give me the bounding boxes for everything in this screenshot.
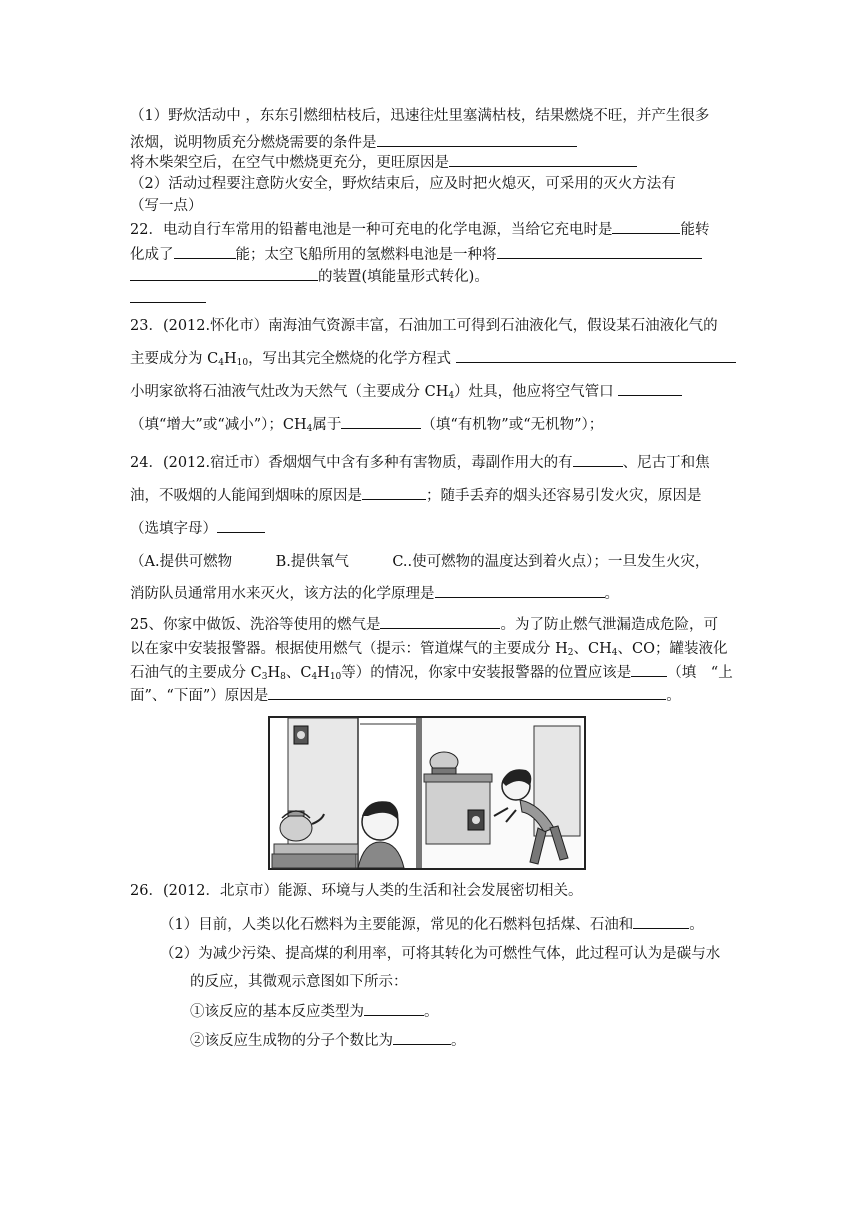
subscript: 10 <box>236 358 249 368</box>
answer-blank[interactable] <box>497 244 702 259</box>
gas-alarm-illustration <box>268 716 586 870</box>
answer-blank[interactable] <box>377 132 577 147</box>
q24-line-2 <box>130 485 702 506</box>
q22-line-1 <box>130 219 709 240</box>
answer-blank[interactable] <box>449 152 637 167</box>
q25-text-9: H <box>317 665 330 681</box>
answer-blank[interactable] <box>631 662 667 677</box>
q24-line-5 <box>130 583 619 604</box>
q26-line-3 <box>190 972 408 992</box>
q26-text-9: 。 <box>451 1033 466 1049</box>
q24-text-3: 油，不吸烟的人能闻到烟味的原因是 <box>130 488 362 504</box>
answer-blank[interactable] <box>130 288 206 303</box>
q24-text-8: 。 <box>604 586 619 602</box>
q26-text-8: ②该反应生成物的分子个数比为 <box>190 1033 393 1049</box>
q25-text-1: 25、你家中做饭、洗浴等使用的燃气是 <box>130 617 381 633</box>
subscript: 3 <box>261 672 268 682</box>
answer-blank[interactable] <box>362 485 426 500</box>
q22-text-4: 能；太空飞船所用的氢燃料电池是一种将 <box>235 247 497 263</box>
q26-text-2: （1）目前，人类以化石燃料为主要能源，常见的化石燃料包括煤、石油和 <box>160 917 634 933</box>
q25-text-7: H <box>267 665 281 681</box>
q23-line-3 <box>130 381 682 402</box>
q24-text-5: （选填字母） <box>130 521 217 537</box>
q26-line-5 <box>190 1030 466 1051</box>
subscript: 4 <box>218 358 224 368</box>
subscript: 2 <box>567 648 574 658</box>
q21-text-5: （写一点） <box>130 198 203 214</box>
q21-line-2 <box>130 132 577 153</box>
answer-blank[interactable] <box>217 518 265 533</box>
q22-text-3: 化成了 <box>130 247 174 263</box>
q25-text-10: 等）的情况，你家中安装报警器的位置应该是 <box>341 665 632 681</box>
q21-line-5 <box>130 196 203 216</box>
q21-line-1 <box>130 106 709 126</box>
q23-text-6: ）灶具，他应将空气管口 <box>454 384 614 400</box>
q25-line-1 <box>130 614 718 635</box>
q25-text-3: 以在家中安装报警器。根据使用燃气（提示：管道煤气的主要成分 H <box>130 641 568 657</box>
q23-line-4 <box>130 414 603 435</box>
q23-text-5: 小明家欲将石油液气灶改为天然气（主要成分 CH <box>130 384 449 400</box>
q24-line-1 <box>130 452 710 473</box>
q23-text-8: 属于 <box>312 417 342 433</box>
q25-text-12: 面”、“下面”）原因是 <box>130 688 269 704</box>
q25-line-2 <box>130 639 727 659</box>
q25-text-11: （填 “上 <box>667 665 733 681</box>
answer-blank[interactable] <box>618 381 682 396</box>
answer-blank[interactable] <box>612 219 680 234</box>
q22-line-4 <box>130 288 206 309</box>
q26-text-6: ①该反应的基本反应类型为 <box>190 1004 364 1020</box>
q24-text-2: 、尼古丁和焦 <box>622 455 710 471</box>
q23-text-1: 23．(2012.怀化市）南海油气资源丰富，石油加工可得到石油液化气，假设某石油液化气的 <box>130 318 718 334</box>
answer-blank[interactable] <box>633 914 689 929</box>
q23-text-7: （填“增大”或“减小”）；CH <box>130 417 307 433</box>
q21-line-3 <box>130 152 637 173</box>
q23-line-1 <box>130 316 718 336</box>
q26-text-1: 26．(2012．北京市）能源、环境与人类的生活和社会发展密切相关。 <box>130 883 583 899</box>
answer-blank[interactable] <box>341 414 421 429</box>
answer-blank[interactable] <box>268 685 666 700</box>
q25-text-13: 。 <box>666 688 681 704</box>
q22-line-2 <box>130 244 702 265</box>
q24-text-4: ；随手丢弃的烟头还容易引发火灾，原因是 <box>426 488 702 504</box>
q23-text-9: （填“有机物”或“无机物”）； <box>421 417 604 433</box>
answer-blank[interactable] <box>174 244 236 259</box>
q22-text-5: 的装置(填能量形式转化)。 <box>318 269 489 285</box>
answer-blank[interactable] <box>435 583 605 598</box>
answer-blank[interactable] <box>393 1030 451 1045</box>
q26-title <box>130 881 583 901</box>
q25-line-3 <box>130 662 733 683</box>
q23-line-2 <box>130 348 736 369</box>
q25-text-8: 、C <box>285 665 312 681</box>
q26-text-3: 。 <box>689 917 704 933</box>
q26-text-4: （2）为减少污染、提高煤的利用率，可将其转化为可燃性气体，此过程可认为是碳与水 <box>160 946 721 962</box>
q25-text-4: 、CH <box>573 641 612 657</box>
q24-text-7: 消防队员通常用水来灭火，该方法的化学原理是 <box>130 586 435 602</box>
q23-text-3: H <box>223 351 237 367</box>
answer-blank[interactable] <box>456 348 736 363</box>
q26-line-1 <box>160 914 704 935</box>
q25-line-4 <box>130 685 681 706</box>
q26-line-4 <box>190 1001 439 1022</box>
answer-blank[interactable] <box>380 614 500 629</box>
answer-blank[interactable] <box>573 452 623 467</box>
q24-line-4 <box>130 552 709 572</box>
q21-text-1: （1）野炊活动中 ，东东引燃细枯枝后，迅速往灶里塞满枯枝，结果燃烧不旺，并产生很多 <box>130 108 710 124</box>
subscript: 10 <box>329 672 342 682</box>
subscript: 4 <box>311 672 318 682</box>
q22-line-3 <box>130 266 489 287</box>
q26-text-7: 。 <box>424 1004 439 1020</box>
q21-line-4 <box>130 174 676 194</box>
q21-text-3: 将木柴架空后，在空气中燃烧更充分，更旺原因是 <box>130 155 449 171</box>
q26-text-5: 的反应，其微观示意图如下所示： <box>190 974 408 990</box>
q25-text-5: 、CO；罐装液化 <box>617 641 728 657</box>
q24-text-1: 24．(2012.宿迁市）香烟烟气中含有多种有害物质，毒副作用大的有 <box>130 455 573 471</box>
q21-text-2: 浓烟，说明物质充分燃烧需要的条件是 <box>130 135 377 151</box>
q22-text-1: 22．电动自行车常用的铅蓄电池是一种可充电的化学电源，当给它充电时是 <box>130 222 613 238</box>
subscript: 4 <box>306 424 313 434</box>
q24-line-3 <box>130 518 265 539</box>
q25-text-6: 石油气的主要成分 C <box>130 665 262 681</box>
answer-blank[interactable] <box>364 1001 424 1016</box>
q23-text-4: ，写出其完全燃烧的化学方程式 <box>248 351 452 367</box>
q26-line-2 <box>160 944 720 964</box>
q22-text-2: 能转 <box>680 222 710 238</box>
q21-text-4: （2）活动过程要注意防火安全，野炊结束后，应及时把火熄灭，可采用的灭火方法有 <box>130 176 676 192</box>
subscript: 8 <box>280 672 286 682</box>
q25-text-2: 。为了防止燃气泄漏造成危险，可 <box>500 617 718 633</box>
answer-blank[interactable] <box>130 266 318 281</box>
q23-text-2: 主要成分为 C <box>130 351 219 367</box>
subscript: 4 <box>611 648 618 658</box>
q24-text-6: （A.提供可燃物 B.提供氧气 C..使可燃物的温度达到着火点）；一旦发生火灾， <box>130 554 710 570</box>
subscript: 4 <box>448 391 455 401</box>
